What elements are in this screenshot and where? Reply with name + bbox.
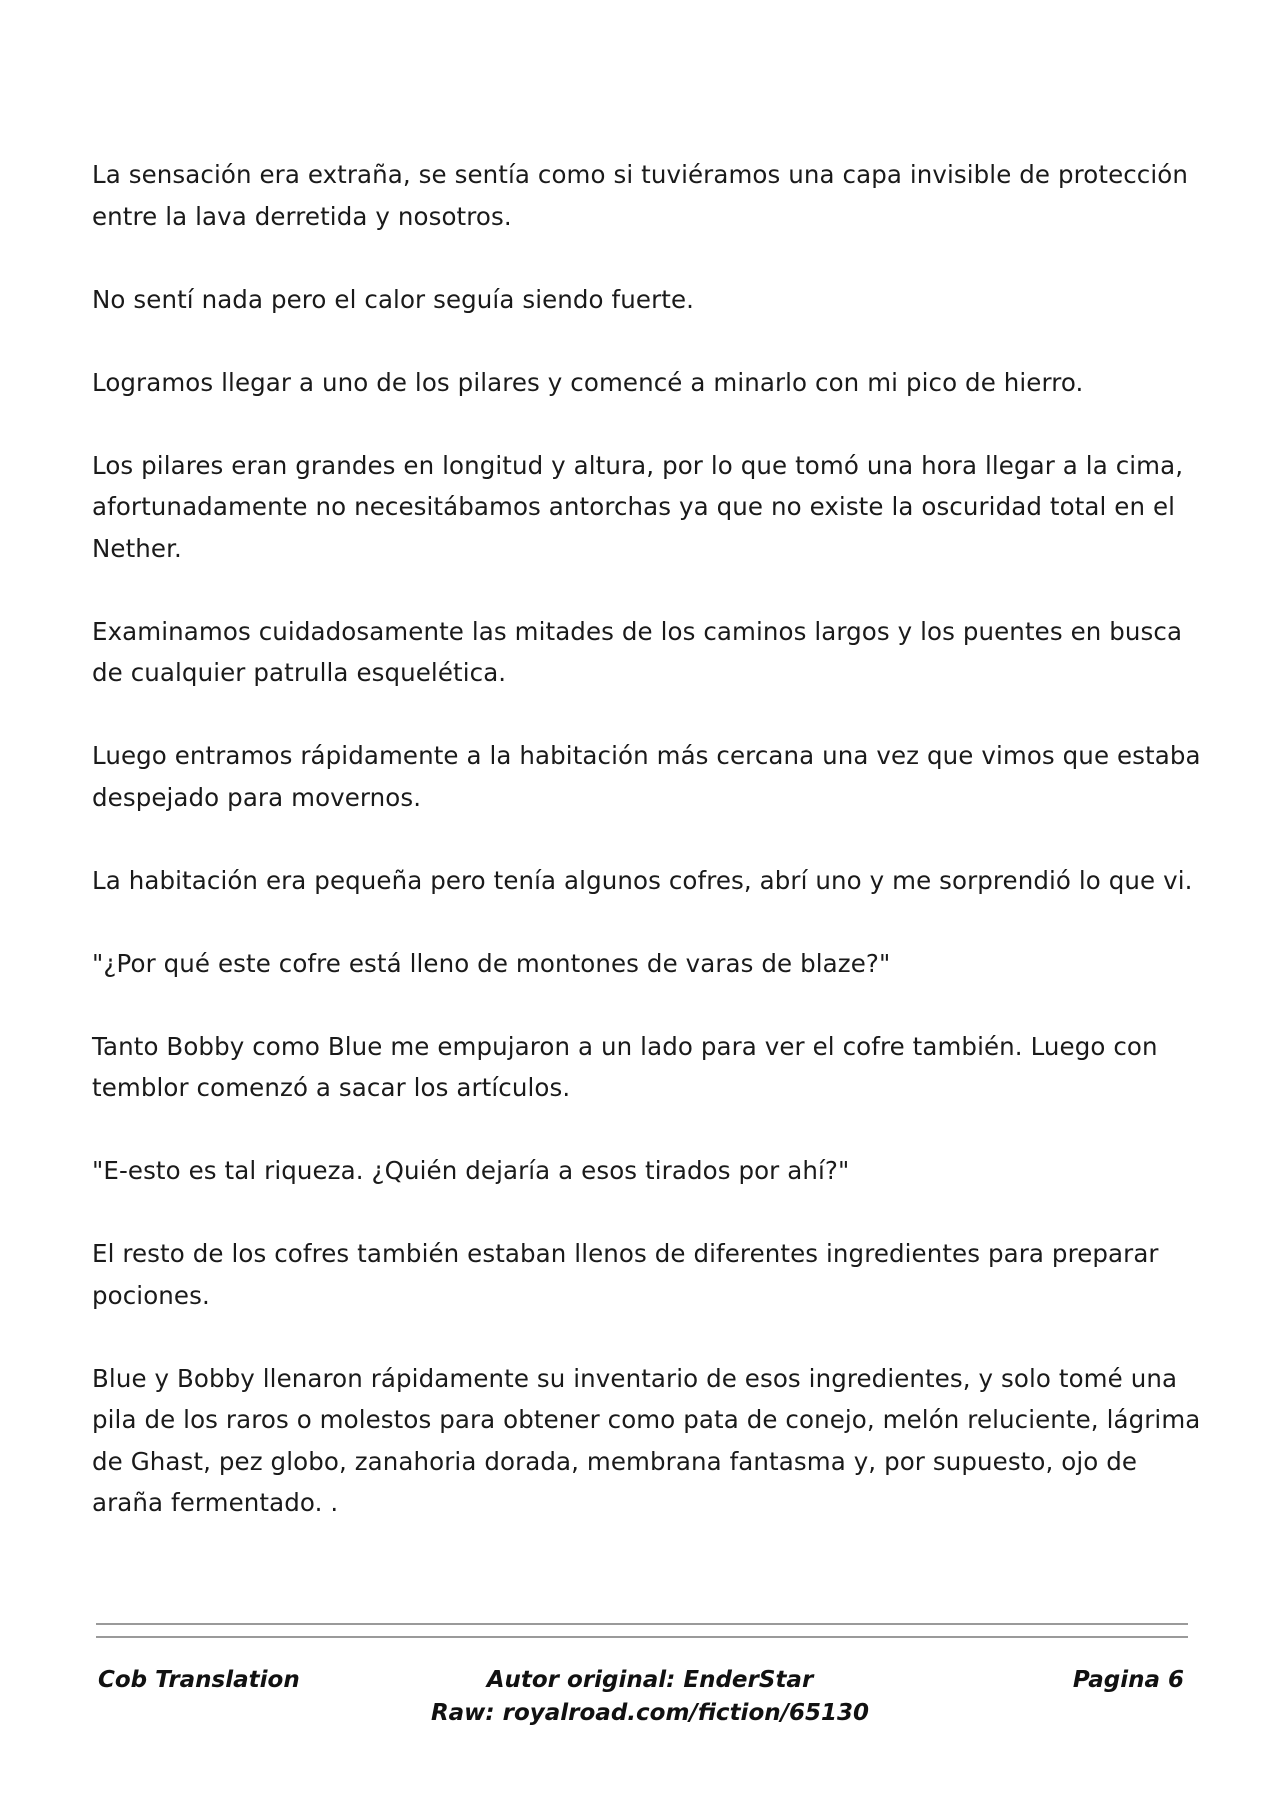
page-number: Pagina 6 (1072, 1667, 1184, 1693)
body-text (92, 154, 1202, 1565)
footer-divider (96, 1636, 1188, 1638)
paragraph: Tanto Bobby como Blue me empujaron a un lado para ver el cofre también. Luego con temblor comenzó a sacar los artículos. (92, 1031, 1158, 1102)
paragraph: Examinamos cuidadosamente las mitades de los caminos largos y los puentes en busca de cualquier patrulla esquelética. (92, 616, 1183, 687)
paragraph: El resto de los cofres también estaban llenos de diferentes ingredientes para preparar pociones. (92, 1239, 1159, 1310)
footer-credits (400, 1664, 900, 1730)
paragraph: La sensación era extraña, se sentía como si tuviéramos una capa invisible de protección entre la lava derretida y nosotros. (92, 160, 1189, 231)
paragraph: Logramos llegar a uno de los pilares y comencé a minarlo con mi pico de hierro. (92, 367, 1084, 397)
footer-divider (96, 1623, 1188, 1625)
footer-author: Autor original: EnderStar (486, 1667, 814, 1693)
footer-translator: Cob Translation (98, 1667, 300, 1693)
paragraph: "¿Por qué este cofre está lleno de montones de varas de blaze?" (92, 948, 891, 978)
paragraph: Luego entramos rápidamente a la habitación más cercana una vez que vimos que estaba despejado para movernos. (92, 741, 1201, 812)
paragraph: No sentí nada pero el calor seguía siendo fuerte. (92, 284, 695, 314)
paragraph: "E-esto es tal riqueza. ¿Quién dejaría a esos tirados por ahí?" (92, 1156, 850, 1185)
paragraph: La habitación era pequeña pero tenía algunos cofres, abrí uno y me sorprendió lo que vi. (92, 865, 1193, 895)
footer-raw-source: Raw: royalroad.com/fiction/65130 (430, 1700, 870, 1726)
paragraph: Los pilares eran grandes en longitud y altura, por lo que tomó una hora llegar a la cima, afortunadamente no necesitábamos antorchas ya que no existe la oscuridad total en el Nether. (92, 450, 1184, 563)
paragraph: Blue y Bobby llenaron rápidamente su inventario de esos ingredientes, y solo tomé una pila de los raros o molestos para obtener como pata de conejo, melón reluciente, lágrima de Ghast, pez globo, zanahoria dorada, membrana fantasma y, por supuesto, ojo de araña fermentado. . (92, 1363, 1201, 1517)
